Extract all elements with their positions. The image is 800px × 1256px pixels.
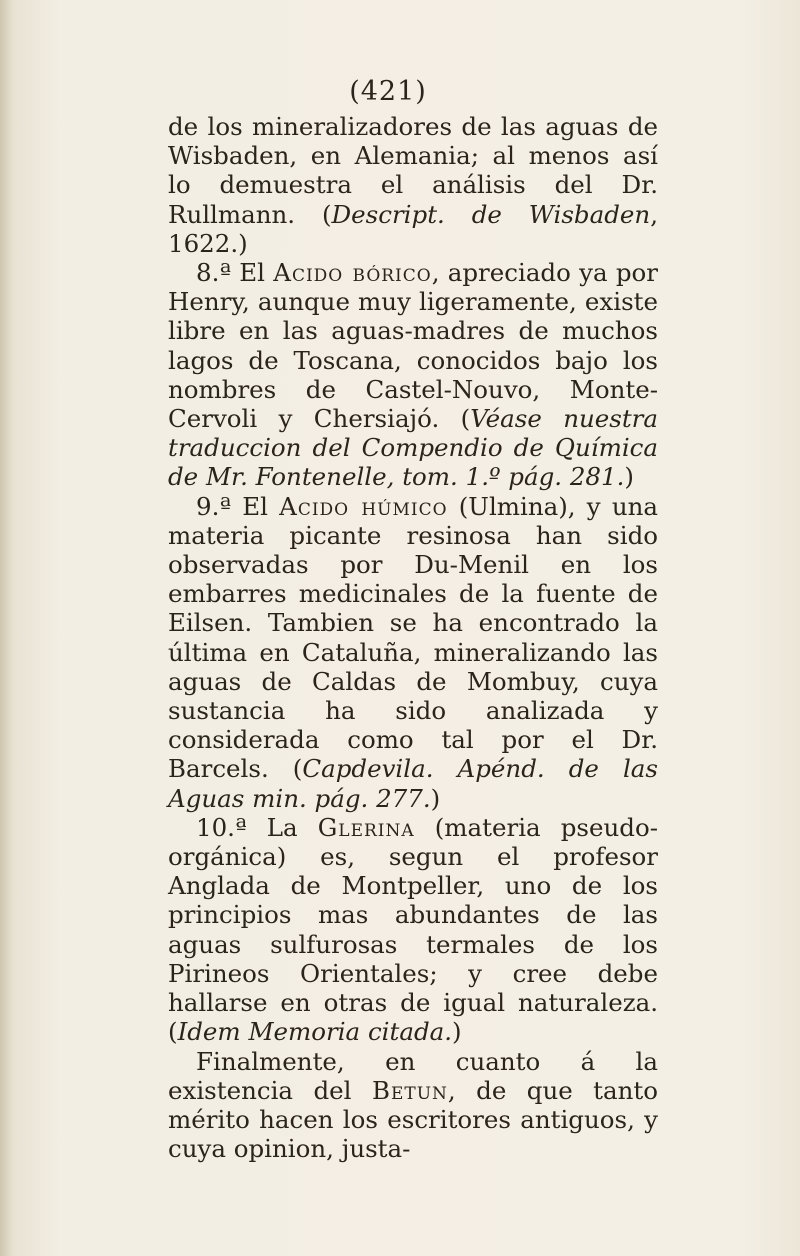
text-segment: de los mineralizadores de las aguas de Wisbaden, en Alemania; al menos así lo demuestra el análisis del Dr. Rullmann. ( (168, 112, 658, 229)
text-segment: , apreciado ya por Henry, aunque muy ligeramente, existe libre en las aguas-madres de muchos lagos de Toscana, conocidos bajo los nombres de Castel-Nouvo, Monte-Cervoli y Chersiajó. ( (168, 258, 658, 434)
page-gutter (0, 0, 14, 1256)
paragraph (168, 258, 658, 492)
text-segment: , de que tanto mérito hacen los escritores antiguos, y cuya opinion, justa- (168, 1075, 659, 1164)
page-number: (421) (349, 76, 427, 107)
citation-text: Descript. de Wisbaden (331, 199, 651, 229)
text-segment: , 1622.) (168, 199, 658, 258)
paragraph (168, 492, 658, 813)
text-segment: 8.ª El (196, 258, 274, 288)
body-text (168, 112, 658, 1163)
citation-text: Véase nuestra traduccion del Compendio de Química de Mr. Fontenelle, tom. 1.º pág. 281. (168, 404, 658, 492)
citation-text: Idem Memoria citada. (177, 1017, 453, 1047)
text-segment: 9.ª El (196, 491, 280, 521)
term-smallcaps: Glerina (317, 812, 415, 842)
text-segment: (materia pseudo-orgánica) es, segun el profesor Anglada de Montpeller, uno de los principios mas abundantes de las aguas sulfurosas termales de los Pirineos Orientales; y cree debe hallarse en otras de igual naturaleza. ( (168, 812, 658, 1047)
text-segment: (Ulmina), y una materia picante resinosa han sido observadas por Du-Menil en los embarres medicinales de la fuente de Eilsen. Tambien se ha encontrado la última en Cataluña, mineralizando las aguas de Caldas de Mombuy, cuya sustancia ha sido analizada y considerada como tal por el Dr. Barcels. ( (168, 491, 658, 784)
text-segment: ) (624, 462, 634, 492)
text-segment: 10.ª La (196, 812, 318, 842)
paragraph (168, 1047, 658, 1164)
term-smallcaps: Acido húmico (279, 491, 448, 521)
term-smallcaps: Betun (371, 1075, 448, 1105)
text-segment: Finalmente, en cuanto á la existencia del (168, 1046, 658, 1105)
text-segment: ) (430, 783, 441, 813)
term-smallcaps: Acido bórico (273, 258, 432, 288)
paragraph (168, 813, 658, 1047)
text-segment: ) (452, 1017, 462, 1047)
citation-text: Capdevila. Apénd. de las Aguas min. pág. 277. (168, 754, 658, 813)
paragraph (168, 112, 658, 258)
